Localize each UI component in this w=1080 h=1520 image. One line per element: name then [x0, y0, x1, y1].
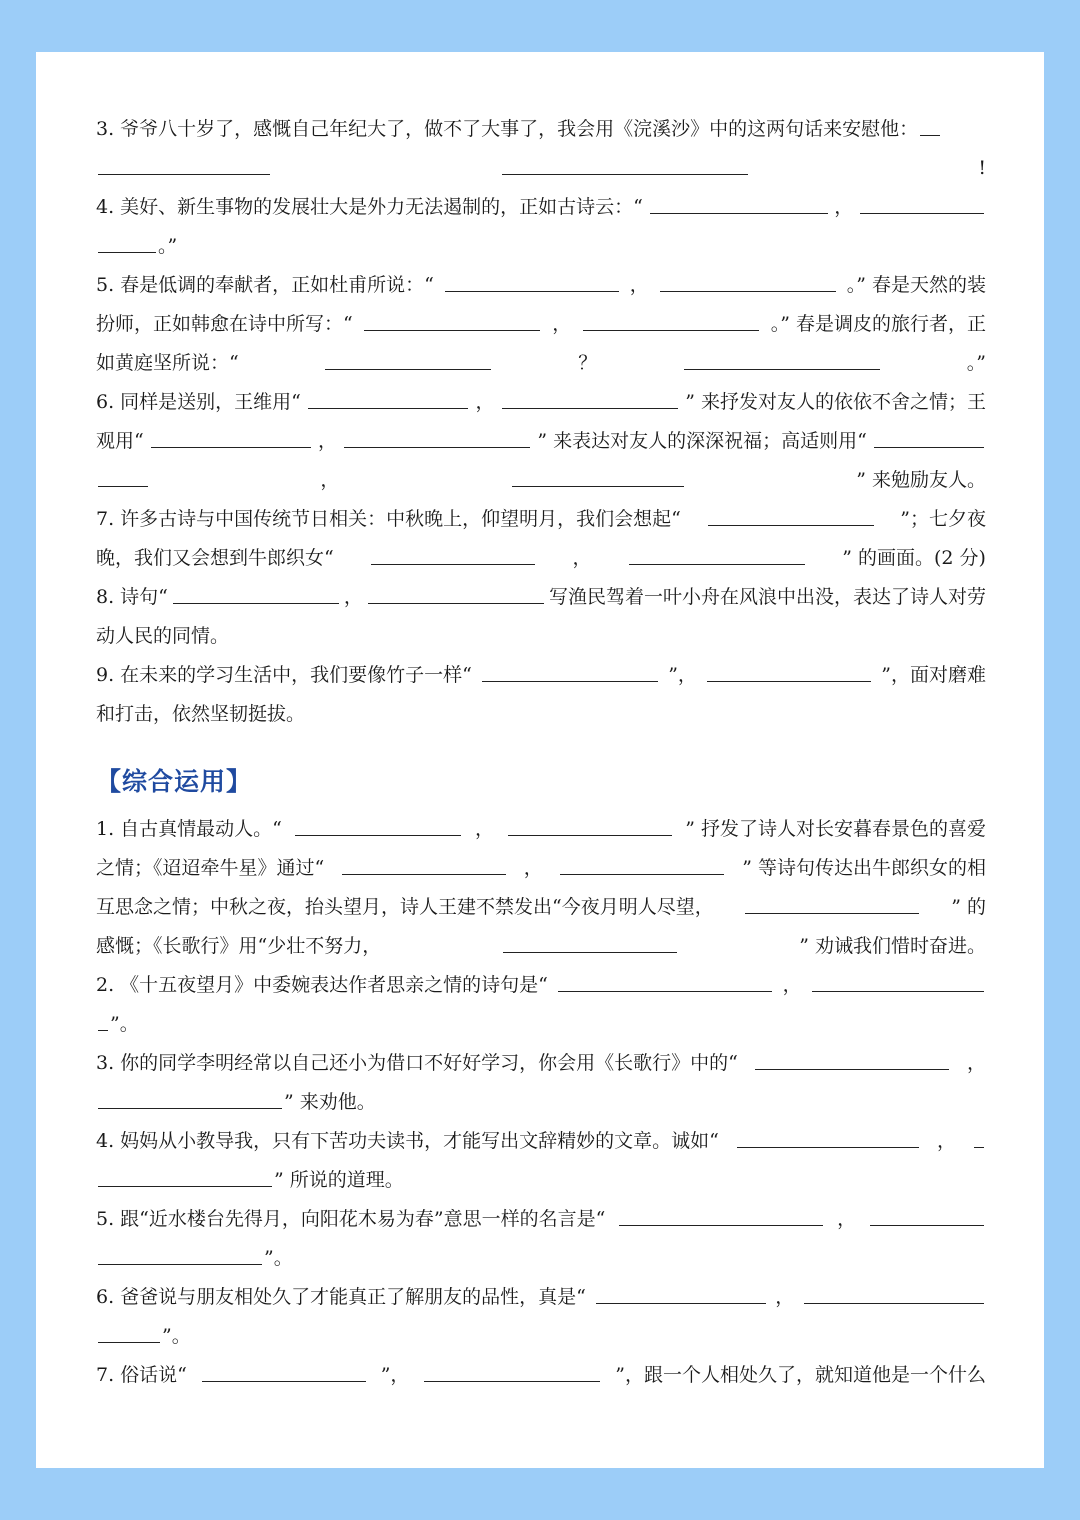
question-text: 写渔民驾着一叶小舟在风浪中出没，表达了诗人对劳	[548, 586, 986, 608]
question-text: 。” 春是天然的装	[846, 274, 986, 296]
answer-blank[interactable]	[503, 952, 677, 954]
answer-blank[interactable]	[98, 486, 148, 488]
answer-blank[interactable]	[619, 1225, 823, 1227]
text-line	[96, 1005, 986, 1044]
text-line	[96, 188, 986, 227]
question-text: ，	[775, 1286, 795, 1308]
answer-blank[interactable]	[371, 564, 535, 566]
answer-blank[interactable]	[560, 874, 724, 876]
text-line	[96, 1044, 986, 1083]
answer-blank[interactable]	[874, 447, 984, 449]
answer-blank[interactable]	[860, 213, 984, 215]
text-line	[96, 888, 986, 927]
text-line	[96, 227, 986, 266]
question-text: ，	[343, 586, 363, 608]
answer-blank[interactable]	[974, 1147, 984, 1149]
answer-blank[interactable]	[342, 874, 506, 876]
question-text: ” 来劝他。	[284, 1091, 376, 1113]
question-text: ，	[475, 391, 495, 413]
text-line	[96, 695, 986, 734]
question-text: 动人民的同情。	[96, 625, 230, 647]
question-text: ，	[782, 974, 802, 996]
text-line	[96, 617, 986, 656]
question-text: 3. 你的同学李明经常以自己还小为借口不好好学习，你会用《长歌行》中的“	[96, 1052, 738, 1074]
question-text: ” 抒发了诗人对长安暮春景色的喜爱	[685, 818, 986, 840]
question-text: 5. 春是低调的奉献者，正如杜甫所说：“	[96, 274, 434, 296]
worksheet-page	[36, 52, 1044, 1468]
answer-blank[interactable]	[424, 1381, 600, 1383]
answer-blank[interactable]	[684, 369, 880, 371]
section-fill-in-poems	[96, 110, 986, 734]
answer-blank[interactable]	[445, 291, 619, 293]
question-text: ，	[966, 1052, 986, 1074]
question-text: ” 来表达对友人的深深祝福；高适则用“	[537, 430, 867, 452]
question-text: ” 来抒发对友人的依依不舍之情；王	[685, 391, 986, 413]
answer-blank[interactable]	[364, 330, 540, 332]
question-text: 3. 爷爷八十岁了，感慨自己年纪大了，做不了大事了，我会用《浣溪沙》中的这两句话来安慰他：	[96, 118, 919, 140]
question-text: !	[978, 157, 986, 179]
question-text: 观用“	[96, 430, 144, 452]
text-line	[96, 1122, 986, 1161]
answer-blank[interactable]	[98, 1030, 108, 1032]
question-text: ，	[475, 818, 495, 840]
text-line	[96, 110, 986, 149]
answer-blank[interactable]	[920, 135, 940, 137]
answer-blank[interactable]	[325, 369, 491, 371]
question-text: ”，面对磨难	[881, 664, 986, 686]
text-line	[96, 383, 986, 422]
text-line	[96, 344, 986, 383]
answer-blank[interactable]	[558, 991, 772, 993]
question-text: 扮师，正如韩愈在诗中所写：“	[96, 313, 353, 335]
question-text: 。” 春是调皮的旅行者，正	[770, 313, 986, 335]
question-text: 感慨；《长歌行》用“少壮不努力，	[96, 935, 382, 957]
answer-blank[interactable]	[629, 564, 805, 566]
answer-blank[interactable]	[707, 681, 871, 683]
answer-blank[interactable]	[295, 835, 461, 837]
question-text: ，	[936, 1130, 956, 1152]
question-text: 6. 同样是送别，王维用“	[96, 391, 301, 413]
question-text: ，	[572, 547, 592, 569]
answer-blank[interactable]	[98, 1342, 160, 1344]
text-line	[96, 849, 986, 888]
question-text: 1. 自古真情最动人。“	[96, 818, 282, 840]
answer-blank[interactable]	[98, 1108, 282, 1110]
answer-blank[interactable]	[98, 174, 270, 176]
question-text: ” 的	[951, 896, 986, 918]
question-text: ？	[578, 352, 598, 374]
answer-blank[interactable]	[308, 408, 468, 410]
text-line	[96, 1356, 986, 1395]
question-text: ，	[837, 1208, 857, 1230]
question-text: 7. 俗话说“	[96, 1364, 187, 1386]
question-text: ，	[320, 469, 340, 491]
answer-blank[interactable]	[508, 835, 672, 837]
question-text: ，	[523, 857, 543, 879]
section-comprehensive-use	[96, 810, 986, 1395]
question-text: 和打击，依然坚韧挺拔。	[96, 703, 306, 725]
question-text: ”。	[264, 1247, 293, 1269]
answer-blank[interactable]	[812, 991, 984, 993]
text-line	[96, 422, 986, 461]
question-text: ”。	[162, 1325, 191, 1347]
question-text: 。”	[158, 235, 178, 257]
text-line	[96, 539, 986, 578]
answer-blank[interactable]	[583, 330, 759, 332]
text-line	[96, 1239, 986, 1278]
answer-blank[interactable]	[870, 1225, 984, 1227]
question-text: 4. 妈妈从小教导我，只有下苦功夫读书，才能写出文辞精妙的文章。诚如“	[96, 1130, 719, 1152]
answer-blank[interactable]	[202, 1381, 366, 1383]
answer-blank[interactable]	[98, 252, 156, 254]
answer-blank[interactable]	[745, 913, 919, 915]
question-text: 。”	[966, 352, 986, 374]
question-text: 4. 美好、新生事物的发展壮大是外力无法遏制的，正如古诗云：“	[96, 196, 643, 218]
question-text: 6. 爸爸说与朋友相处久了才能真正了解朋友的品性，真是“	[96, 1286, 586, 1308]
text-line	[96, 1161, 986, 1200]
answer-blank[interactable]	[708, 525, 874, 527]
text-line	[96, 810, 986, 849]
answer-blank[interactable]	[173, 603, 339, 605]
answer-blank[interactable]	[368, 603, 544, 605]
answer-blank[interactable]	[660, 291, 836, 293]
answer-blank[interactable]	[502, 174, 748, 176]
question-text: ，	[318, 430, 338, 452]
answer-blank[interactable]	[151, 447, 311, 449]
question-text: ”，跟一个人相处久了，就知道他是一个什么	[615, 1364, 986, 1386]
text-line	[96, 461, 986, 500]
answer-blank[interactable]	[98, 1186, 272, 1188]
question-text: ” 的画面。(2 分)	[842, 547, 986, 569]
question-text: ” 等诗句传达出牛郎织女的相	[742, 857, 986, 879]
question-text: ” 来勉励友人。	[856, 469, 986, 491]
text-line	[96, 266, 986, 305]
question-text: ，	[629, 274, 649, 296]
question-text: ，	[552, 313, 572, 335]
answer-blank[interactable]	[650, 213, 828, 215]
question-text: ”，	[380, 1364, 410, 1386]
answer-blank[interactable]	[512, 486, 684, 488]
text-line	[96, 305, 986, 344]
question-text: ”。	[110, 1013, 139, 1035]
question-text: 7. 许多古诗与中国传统节日相关：中秋晚上，仰望明月，我们会想起“	[96, 508, 681, 530]
question-text: 5. 跟“近水楼台先得月，向阳花木易为春”意思一样的名言是“	[96, 1208, 606, 1230]
question-text: 9. 在未来的学习生活中，我们要像竹子一样“	[96, 664, 472, 686]
answer-blank[interactable]	[344, 447, 530, 449]
question-text: ” 所说的道理。	[274, 1169, 404, 1191]
answer-blank[interactable]	[755, 1069, 949, 1071]
answer-blank[interactable]	[596, 1303, 766, 1305]
question-text: ”；七夕夜	[900, 508, 986, 530]
answer-blank[interactable]	[737, 1147, 919, 1149]
question-text: ”，	[668, 664, 697, 686]
text-line	[96, 927, 986, 966]
answer-blank[interactable]	[98, 1264, 262, 1266]
question-text: 互思念之情；中秋之夜，抬头望月，诗人王建不禁发出“今夜月明人尽望，	[96, 896, 714, 918]
text-line	[96, 656, 986, 695]
answer-blank[interactable]	[804, 1303, 984, 1305]
answer-blank[interactable]	[482, 681, 658, 683]
question-text: ” 劝诫我们惜时奋进。	[799, 935, 986, 957]
question-text: 如黄庭坚所说：“	[96, 352, 239, 374]
question-text: 2. 《十五夜望月》中委婉表达作者思亲之情的诗句是“	[96, 974, 548, 996]
question-text: ，	[834, 196, 854, 218]
text-line	[96, 578, 986, 617]
question-text: 之情；《迢迢牵牛星》通过“	[96, 857, 325, 879]
text-line	[96, 1083, 986, 1122]
question-text: 8. 诗句“	[96, 586, 168, 608]
text-line	[96, 1317, 986, 1356]
text-line	[96, 1278, 986, 1317]
section-title-comprehensive: 【综合运用】	[96, 767, 253, 796]
text-line	[96, 149, 986, 188]
question-text: 晚，我们又会想到牛郎织女“	[96, 547, 334, 569]
text-line	[96, 1200, 986, 1239]
text-line	[96, 500, 986, 539]
text-line	[96, 966, 986, 1005]
worksheet-content	[96, 110, 986, 1395]
answer-blank[interactable]	[502, 408, 678, 410]
